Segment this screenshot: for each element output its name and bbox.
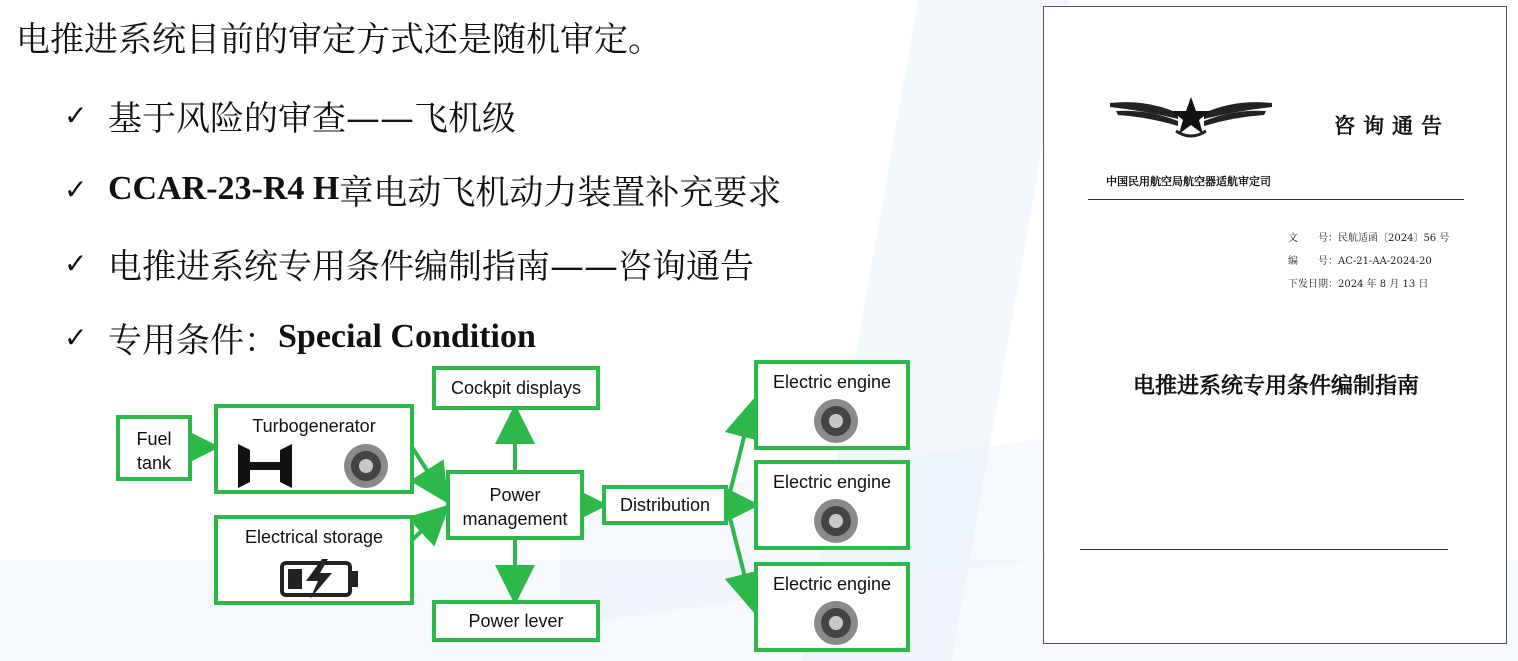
electric-engine-box-2 [754,460,910,550]
check-icon: ✓ [64,98,88,132]
power-lever-label: Power lever [468,611,564,631]
footer-divider [1080,549,1448,550]
electric-engine-label-2: Electric engine [772,472,892,492]
turbogenerator-label: Turbogenerator [252,416,376,436]
document-meta [1288,227,1449,296]
power-management-box [446,470,584,540]
header-divider [1088,199,1464,200]
electric-motor-icon [811,496,861,546]
check-icon: ✓ [64,320,88,354]
electric-engine-label-1: Electric engine [772,372,892,392]
cockpit-displays-label: Cockpit displays [450,378,582,398]
issuing-organization: 中国民用航空局航空器适航审定司 [1106,175,1271,188]
bullet-text: 电推进系统专用条件编制指南——咨询通告 [108,246,754,287]
bullet-text-bold: CCAR-23-R4 H [108,170,340,207]
arrow-dist-engine1 [728,406,752,500]
distribution-label: Distribution [619,495,711,515]
turbine-motor-icon [220,438,410,494]
distribution-box [602,485,728,525]
fuel-tank-label-1: Fuel [136,429,172,449]
doc-number-row: 文 号：民航适函〔2024〕56 号 [1288,233,1450,244]
document-main-title: 电推进系统专用条件编制指南 [1132,374,1419,399]
power-management-label-1: Power [489,485,541,505]
cockpit-displays-box [432,366,600,410]
arrow-dist-engine3 [728,510,752,605]
doc-date-row: 下发日期：2024 年 8 月 13 日 [1288,279,1429,290]
advisory-circular-document [1043,6,1507,644]
check-icon: ✓ [64,246,88,280]
electrical-storage-label: Electrical storage [244,527,384,547]
fuel-tank-label-2: tank [136,453,172,473]
power-management-label-2: management [462,509,568,529]
turbogenerator-box [214,404,414,494]
arrow-turbo-pm [412,447,444,497]
electric-engine-box-1 [754,360,910,450]
bullet-text-bold: Special Condition [278,318,536,355]
electrical-storage-box [214,515,414,605]
document-type-title: 咨询通告 [1334,113,1450,138]
check-icon: ✓ [64,172,88,206]
arrow-storage-pm [412,510,444,540]
bullet-text: 基于风险的审查——飞机级 [108,98,516,139]
electric-engine-box-3 [754,562,910,652]
fuel-tank-box [116,415,192,481]
electric-motor-icon [811,598,861,648]
battery-icon [276,555,366,599]
bullet-text: 专用条件： [108,320,278,361]
electric-engine-label-3: Electric engine [772,574,892,594]
electric-motor-icon [811,396,861,446]
caac-wings-emblem-icon [1106,93,1276,143]
doc-code-row: 编 号：AC-21-AA-2024-20 [1288,256,1432,267]
bullet-text: 章电动飞机动力装置补充要求 [339,172,782,213]
power-lever-box [432,600,600,642]
headline: 电推进系统目前的审定方式还是随机审定。 [16,20,662,60]
